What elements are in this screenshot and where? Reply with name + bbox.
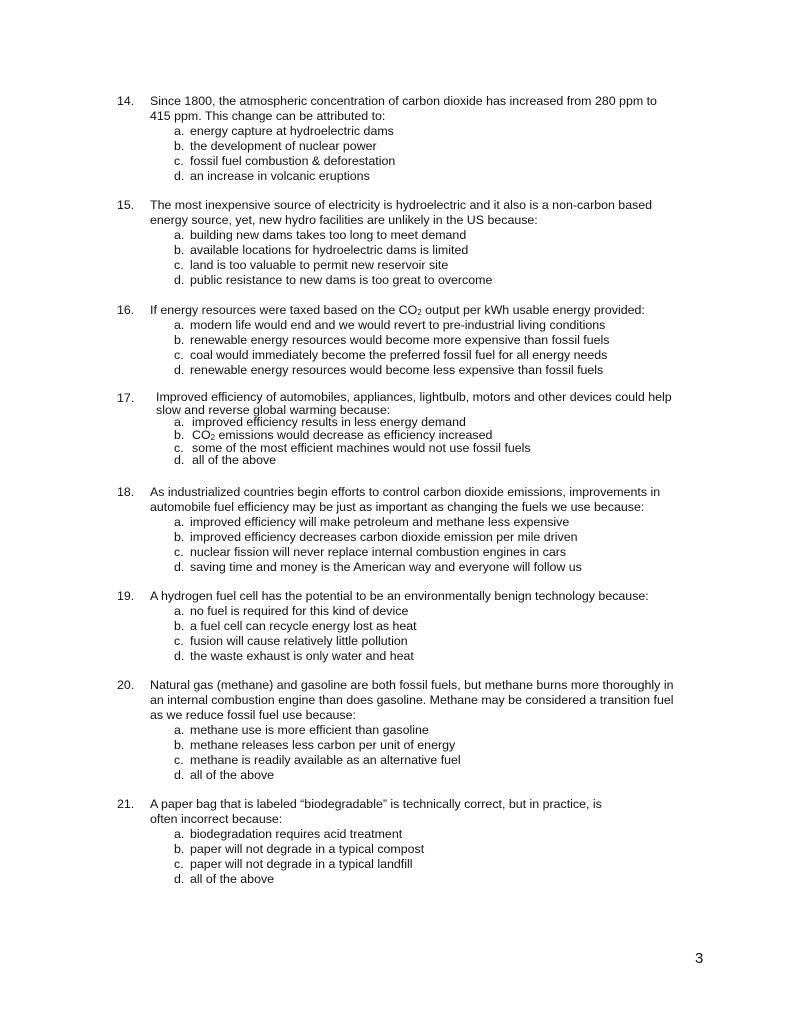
- option-text: paper will not degrade in a typical landfill: [190, 857, 413, 871]
- option-a: [174, 228, 466, 243]
- stem-line: The most inexpensive source of electricity is hydroelectric and it also is a non-carbon based: [150, 198, 653, 212]
- stem-line: often incorrect because:: [150, 812, 283, 826]
- stem-line: A hydrogen fuel cell has the potential to be an environmentally benign technology because:: [150, 589, 649, 603]
- option-b: [174, 738, 455, 753]
- option-text-part: emissions would decrease as efficiency increased: [215, 428, 493, 442]
- question-number: 19.: [117, 589, 135, 603]
- option-text: nuclear fission will never replace internal combustion engines in cars: [190, 545, 567, 559]
- option-letter: a.: [174, 318, 185, 332]
- option-b: [174, 139, 377, 154]
- option-c: [174, 857, 412, 872]
- option-a: [174, 318, 605, 333]
- option-d: [174, 768, 274, 783]
- option-text: saving time and money is the American way and everyone will follow us: [190, 560, 582, 574]
- option-d: [174, 273, 492, 288]
- option-b: [174, 333, 609, 348]
- stem-line: automobile fuel efficiency may be just as important as changing the fuels we use because:: [150, 500, 645, 514]
- question-number: 18.: [117, 485, 135, 499]
- subscript: 2: [417, 308, 422, 317]
- option-text: energy capture at hydroelectric dams: [190, 124, 394, 138]
- option-text: land is too valuable to permit new reservoir site: [190, 258, 449, 272]
- option-letter: d.: [174, 453, 185, 467]
- option-c: [174, 753, 461, 768]
- option-a: [174, 723, 429, 738]
- stem-line: energy source, yet, new hydro facilities are unlikely in the US because:: [150, 213, 538, 227]
- option-c: [174, 348, 607, 363]
- option-text: all of the above: [192, 453, 277, 467]
- option-letter: d.: [174, 273, 185, 287]
- option-letter: b.: [174, 333, 185, 347]
- option-text: paper will not degrade in a typical compost: [190, 842, 425, 856]
- stem-text: output per kWh usable energy provided:: [421, 303, 645, 317]
- option-text: the waste exhaust is only water and heat: [190, 649, 414, 663]
- question-number: 17.: [117, 391, 135, 405]
- option-text: all of the above: [190, 768, 275, 782]
- option-c: [174, 154, 395, 169]
- option-letter: c.: [174, 857, 184, 871]
- option-letter: c.: [174, 258, 184, 272]
- option-text: building new dams takes too long to meet demand: [190, 228, 467, 242]
- option-text: improved efficiency will make petroleum and methane less expensive: [190, 515, 570, 529]
- option-letter: d.: [174, 649, 185, 663]
- option-letter: c.: [174, 154, 184, 168]
- option-letter: c.: [174, 753, 184, 767]
- option-a: [174, 515, 569, 530]
- option-letter: b.: [174, 139, 185, 153]
- option-c: [174, 634, 408, 649]
- subscript: 2: [210, 433, 216, 442]
- question-stem: [156, 391, 716, 417]
- option-b: [174, 530, 578, 545]
- question-stem: [150, 198, 710, 228]
- option-text: an increase in volcanic eruptions: [190, 169, 370, 183]
- stem-line: as we reduce fossil fuel use because:: [150, 708, 356, 722]
- option-text: the development of nuclear power: [190, 139, 377, 153]
- option-text: improved efficiency results in less energy demand: [192, 415, 466, 429]
- stem-text: If energy resources were taxed based on the CO: [150, 303, 418, 317]
- option-letter: b.: [174, 530, 185, 544]
- option-b: [174, 619, 417, 634]
- option-d: [174, 560, 582, 575]
- option-letter: a.: [174, 515, 185, 529]
- option-text: available locations for hydroelectric dams is limited: [190, 243, 469, 257]
- option-letter: a.: [174, 723, 185, 737]
- stem-line: As industrialized countries begin efforts to control carbon dioxide emissions, improvements in: [150, 485, 661, 499]
- option-text: all of the above: [190, 872, 275, 886]
- option-text: modern life would end and we would revert to pre-industrial living conditions: [190, 318, 606, 332]
- option-letter: a.: [174, 228, 185, 242]
- option-letter: d.: [174, 560, 185, 574]
- option-letter: a.: [174, 827, 185, 841]
- question-stem: [150, 678, 710, 723]
- option-a: [174, 827, 402, 842]
- option-c: [174, 258, 448, 273]
- option-text: methane releases less carbon per unit of energy: [190, 738, 456, 752]
- option-letter: d.: [174, 768, 185, 782]
- option-text: no fuel is required for this kind of device: [190, 604, 409, 618]
- option-text: some of the most efficient machines would not use fossil fuels: [192, 441, 531, 455]
- option-text: methane use is more efficient than gasoline: [190, 723, 429, 737]
- option-text: [192, 428, 492, 442]
- option-letter: c.: [174, 634, 184, 648]
- stem-line: Improved efficiency of automobiles, appliances, lightbulb, motors and other devices could help: [156, 390, 672, 404]
- option-letter: a.: [174, 415, 185, 429]
- question-stem: [150, 589, 710, 604]
- option-text: improved efficiency decreases carbon dioxide emission per mile driven: [190, 530, 578, 544]
- option-d: [174, 649, 414, 664]
- question-stem: [150, 485, 710, 515]
- option-d: [174, 454, 276, 467]
- stem-line: slow and reverse global warming because:: [156, 403, 391, 417]
- option-text: public resistance to new dams is too great to overcome: [190, 273, 493, 287]
- option-letter: b.: [174, 619, 185, 633]
- option-letter: b.: [174, 243, 185, 257]
- option-letter: a.: [174, 124, 185, 138]
- stem-line: an internal combustion engine than does gasoline. Methane may be considered a transition fuel: [150, 693, 674, 707]
- option-text: fusion will cause relatively little pollution: [190, 634, 408, 648]
- option-text: renewable energy resources would become more expensive than fossil fuels: [190, 333, 610, 347]
- question-stem: [150, 94, 710, 124]
- option-letter: d.: [174, 872, 185, 886]
- option-text: renewable energy resources would become less expensive than fossil fuels: [190, 363, 604, 377]
- stem-line: Natural gas (methane) and gasoline are both fossil fuels, but methane burns more thoroughly in: [150, 678, 674, 692]
- option-letter: b.: [174, 428, 185, 442]
- question-number: 14.: [117, 94, 135, 108]
- option-text: biodegradation requires acid treatment: [190, 827, 403, 841]
- option-b: [174, 243, 468, 258]
- option-a: [174, 604, 408, 619]
- option-d: [174, 872, 274, 887]
- stem-line: A paper bag that is labeled “biodegradable” is technically correct, but in practice, is: [150, 797, 602, 811]
- option-b: [174, 842, 424, 857]
- option-letter: b.: [174, 738, 185, 752]
- option-d: [174, 169, 370, 184]
- option-c: [174, 545, 566, 560]
- page-number: 3: [695, 950, 704, 967]
- question-stem: [150, 797, 710, 827]
- option-a: [174, 124, 394, 139]
- question-number: 20.: [117, 678, 135, 692]
- option-text: methane is readily available as an alternative fuel: [190, 753, 461, 767]
- stem-line: 415 ppm. This change can be attributed to:: [150, 109, 386, 123]
- option-d: [174, 363, 603, 378]
- stem-line: Since 1800, the atmospheric concentration of carbon dioxide has increased from 280 ppm to: [150, 94, 657, 108]
- option-text-part: CO: [192, 428, 211, 442]
- option-text: fossil fuel combustion & deforestation: [190, 154, 396, 168]
- option-letter: d.: [174, 169, 185, 183]
- question-number: 15.: [117, 198, 135, 212]
- option-letter: c.: [174, 545, 184, 559]
- option-letter: b.: [174, 842, 185, 856]
- option-letter: c.: [174, 348, 184, 362]
- option-letter: c.: [174, 441, 184, 455]
- option-letter: d.: [174, 363, 185, 377]
- option-text: coal would immediately become the preferred fossil fuel for all energy needs: [190, 348, 608, 362]
- option-text: a fuel cell can recycle energy lost as heat: [190, 619, 417, 633]
- question-number: 16.: [117, 303, 135, 317]
- question-number: 21.: [117, 797, 135, 811]
- option-letter: a.: [174, 604, 185, 618]
